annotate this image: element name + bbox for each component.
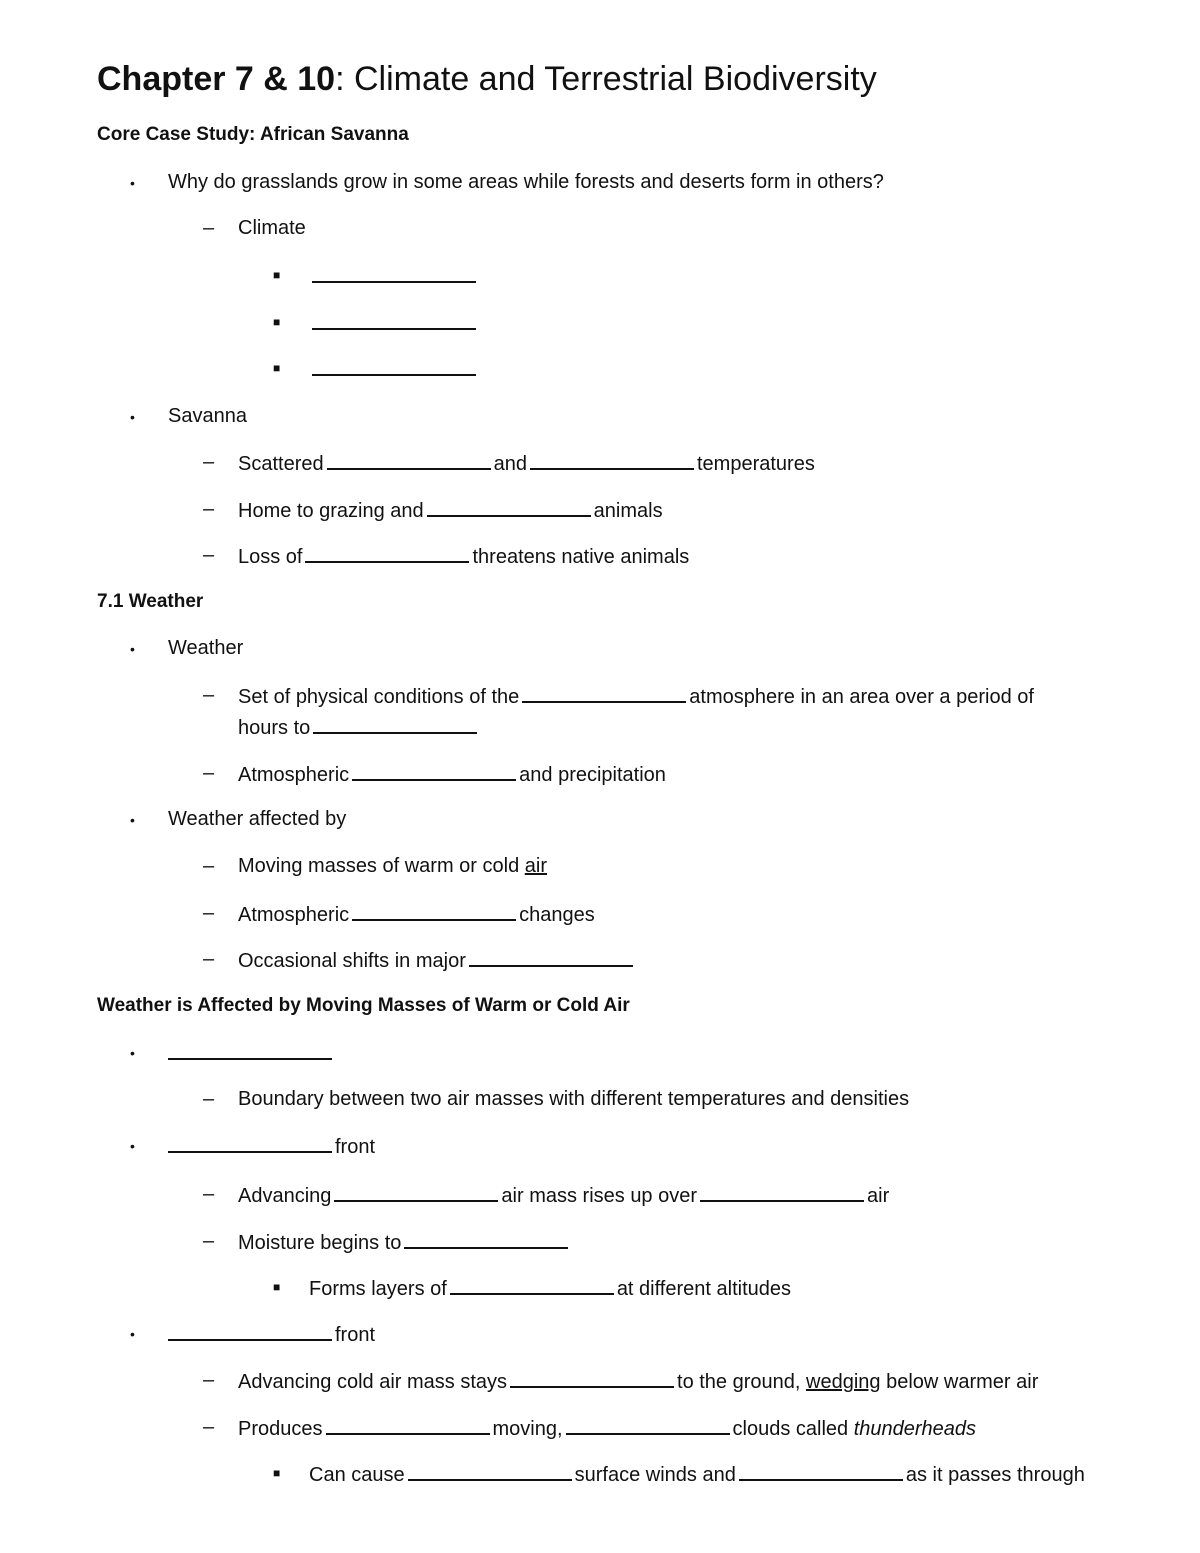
blank-field[interactable] xyxy=(312,310,476,330)
text: Can cause xyxy=(309,1464,405,1486)
dash-marker: – xyxy=(203,217,215,239)
bullet-marker: • xyxy=(130,1045,135,1061)
blank-field[interactable] xyxy=(739,1461,903,1481)
blank-field[interactable] xyxy=(530,450,694,470)
text: Set of physical conditions of the xyxy=(238,686,520,708)
climate-blank-2[interactable] xyxy=(309,310,479,336)
blank-field[interactable] xyxy=(352,761,516,781)
text: Advancing cold air mass stays xyxy=(238,1371,508,1393)
boundary-line: Boundary between two air masses with different temperatures and densities xyxy=(238,1088,910,1110)
square-marker: ■ xyxy=(273,1280,281,1294)
blank-field[interactable] xyxy=(305,543,469,563)
text: below warmer air xyxy=(886,1371,1039,1393)
dash-marker: – xyxy=(203,498,215,520)
blank-field[interactable] xyxy=(352,901,516,921)
italic-text: thunderheads xyxy=(853,1418,977,1440)
climate-line: Climate xyxy=(238,217,306,239)
blank-field[interactable] xyxy=(327,450,491,470)
climate-blank-1[interactable] xyxy=(309,263,479,289)
text: to the ground, xyxy=(677,1371,801,1393)
text: hours to xyxy=(238,717,311,739)
question-line: Why do grasslands grow in some areas while forests and deserts form in others? xyxy=(168,171,884,193)
blank-field[interactable] xyxy=(168,1040,332,1060)
moving-line xyxy=(238,854,547,878)
dash-marker: – xyxy=(203,948,215,970)
underlined-text: air xyxy=(524,855,547,877)
atmospheric-line-2 xyxy=(238,901,595,927)
loss-line xyxy=(238,543,689,569)
text: and precipitation xyxy=(519,764,666,786)
dash-marker: – xyxy=(203,451,215,473)
blank-field[interactable] xyxy=(450,1275,614,1295)
text: clouds called xyxy=(732,1418,849,1440)
dash-marker: – xyxy=(203,1230,215,1252)
produces-line xyxy=(238,1415,976,1441)
front-line-2 xyxy=(168,1321,375,1347)
blank-field[interactable] xyxy=(566,1415,730,1435)
blank-field[interactable] xyxy=(312,356,476,376)
dash-marker: – xyxy=(203,1183,215,1205)
blank-field[interactable] xyxy=(510,1368,674,1388)
bullet-marker: • xyxy=(130,1138,135,1154)
front-line-1 xyxy=(168,1133,375,1159)
underlined-text: wedging xyxy=(806,1371,881,1393)
blank-field[interactable] xyxy=(168,1133,332,1153)
text: front xyxy=(335,1324,376,1346)
dash-marker: – xyxy=(203,1088,215,1110)
text: Atmospheric xyxy=(238,904,350,926)
text: temperatures xyxy=(696,453,815,475)
dash-marker: – xyxy=(203,544,215,566)
set-line-2 xyxy=(238,714,480,740)
blank-field[interactable] xyxy=(326,1415,490,1435)
section-heading-masses: Weather is Affected by Moving Masses of Warm or Cold Air xyxy=(97,995,630,1016)
text: Loss of xyxy=(238,546,303,568)
bullet-marker: • xyxy=(130,409,135,425)
text: Advancing xyxy=(238,1185,332,1207)
square-marker: ■ xyxy=(273,268,281,282)
text: Atmospheric xyxy=(238,764,350,786)
cold-line xyxy=(238,1368,1038,1394)
section-heading-core-case: Core Case Study: African Savanna xyxy=(97,124,409,145)
square-marker: ■ xyxy=(273,361,281,375)
blank-field[interactable] xyxy=(313,714,477,734)
square-marker: ■ xyxy=(273,315,281,329)
text: threatens native animals xyxy=(472,546,690,568)
text: at different altitudes xyxy=(616,1278,792,1300)
dash-marker: – xyxy=(203,855,215,877)
text: animals xyxy=(593,500,663,522)
bullet-marker: • xyxy=(130,175,135,191)
dash-marker: – xyxy=(203,762,215,784)
set-line-1 xyxy=(238,683,1034,709)
layers-line xyxy=(309,1275,791,1301)
dash-marker: – xyxy=(203,684,215,706)
bullet-marker: • xyxy=(130,812,135,828)
text: Produces xyxy=(238,1418,323,1440)
weather-line: Weather xyxy=(168,637,244,659)
text: Scattered xyxy=(238,453,324,475)
text: Occasional shifts in major xyxy=(238,950,466,972)
blank-field[interactable] xyxy=(469,947,633,967)
title-rest: : Climate and Terrestrial Biodiversity xyxy=(335,60,877,98)
blank-field[interactable] xyxy=(427,497,591,517)
atmospheric-line-1 xyxy=(238,761,666,787)
front-term-blank[interactable] xyxy=(168,1040,335,1066)
savanna-line: Savanna xyxy=(168,405,247,427)
blank-field[interactable] xyxy=(408,1461,572,1481)
text: air xyxy=(867,1185,890,1207)
text: Moving masses of warm or cold xyxy=(238,855,520,877)
text: Forms layers of xyxy=(309,1278,447,1300)
text: surface winds and xyxy=(574,1464,736,1486)
text: front xyxy=(335,1136,376,1158)
blank-field[interactable] xyxy=(522,683,686,703)
text: moving, xyxy=(492,1418,563,1440)
square-marker: ■ xyxy=(273,1466,281,1480)
text: atmosphere in an area over a period of xyxy=(689,686,1034,708)
page-title xyxy=(97,58,877,100)
bullet-marker: • xyxy=(130,641,135,657)
shifts-line xyxy=(238,947,636,973)
affected-line: Weather affected by xyxy=(168,808,347,830)
dash-marker: – xyxy=(203,1369,215,1391)
climate-blank-3[interactable] xyxy=(309,356,479,382)
title-bold: Chapter 7 & 10 xyxy=(97,60,336,98)
text: as it passes through xyxy=(905,1464,1085,1486)
dash-marker: – xyxy=(203,1416,215,1438)
section-heading-weather: 7.1 Weather xyxy=(97,591,204,612)
advancing-line xyxy=(238,1182,889,1208)
blank-field[interactable] xyxy=(312,263,476,283)
scattered-line xyxy=(238,450,815,476)
text: and xyxy=(493,453,527,475)
text: Home to grazing and xyxy=(238,500,424,522)
blank-field[interactable] xyxy=(168,1321,332,1341)
text: air mass rises up over xyxy=(501,1185,698,1207)
blank-field[interactable] xyxy=(334,1182,498,1202)
moisture-line xyxy=(238,1229,571,1255)
blank-field[interactable] xyxy=(404,1229,568,1249)
text: changes xyxy=(519,904,595,926)
text: Moisture begins to xyxy=(238,1232,402,1254)
cause-line xyxy=(309,1461,1085,1487)
dash-marker: – xyxy=(203,902,215,924)
home-line xyxy=(238,497,663,523)
blank-field[interactable] xyxy=(700,1182,864,1202)
bullet-marker: • xyxy=(130,1326,135,1342)
